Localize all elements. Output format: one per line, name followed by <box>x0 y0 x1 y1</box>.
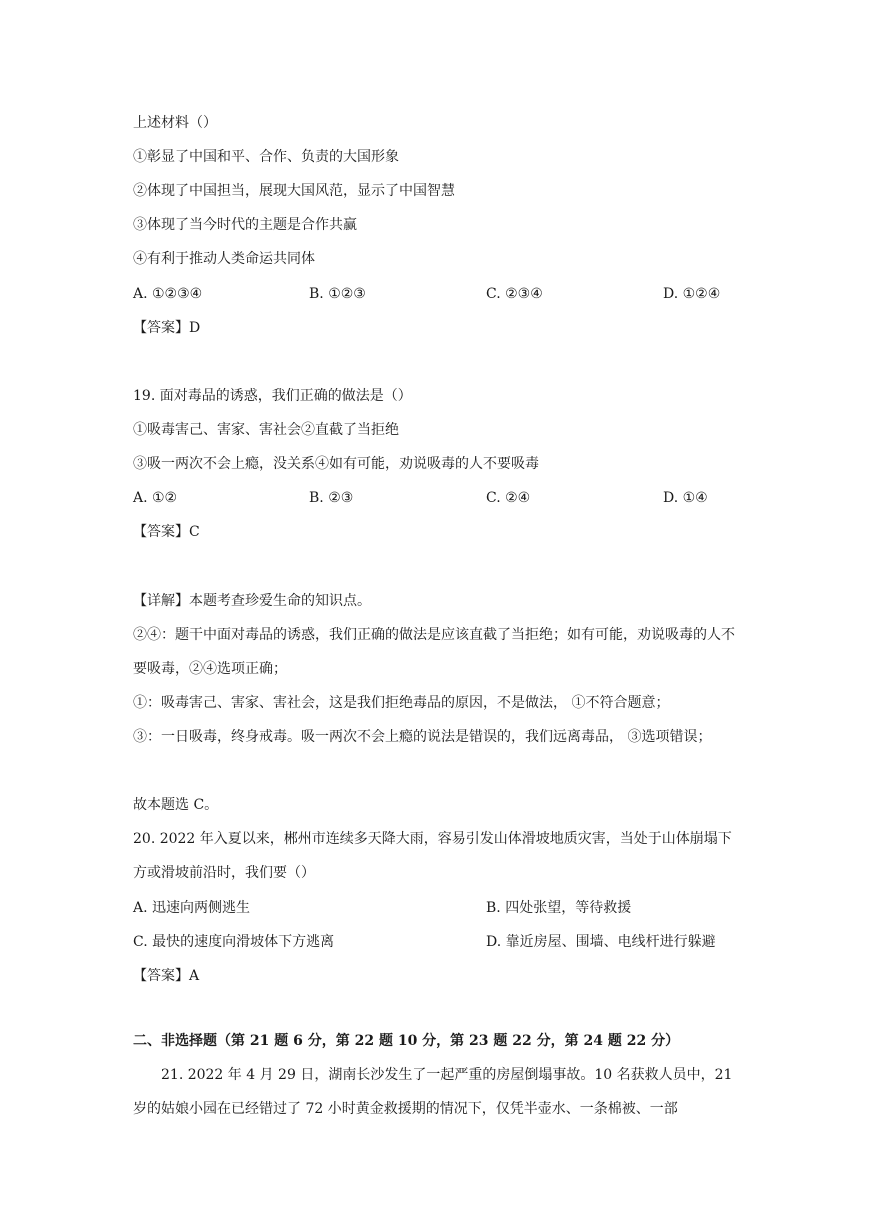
q19-item-2: ③吸一两次不会上瘾，没关系④如有可能，劝说吸毒的人不要吸毒 <box>133 456 539 472</box>
q18-answer: 【答案】D <box>133 320 201 336</box>
q19-explanation-para-2: ①：吸毒害己、害家、害社会，这是我们拒绝毒品的原因，不是做法， ①不符合题意； <box>133 695 670 711</box>
q20-option-d: D. 靠近房屋、围墙、电线杆进行躲避 <box>486 934 716 950</box>
q18-option-d: D. ①②④ <box>663 286 721 302</box>
q19-option-a: A. ①② <box>133 490 178 506</box>
q20-option-a: A. 迅速向两侧逃生 <box>133 900 251 916</box>
q19-explanation-intro: 【详解】本题考查珍爱生命的知识点。 <box>133 593 371 609</box>
q18-options <box>133 284 737 304</box>
q19-explanation-conclusion: 故本题选 C。 <box>133 797 219 813</box>
q18-option-c: C. ②③④ <box>486 286 543 302</box>
q19-explanation-para-1: ②④：题干中面对毒品的诱惑，我们正确的做法是应该直截了当拒绝；如有可能，劝说吸毒的人不要吸毒，②④选项正确； <box>133 627 735 677</box>
q19-item-1: ①吸毒害己、害家、害社会②直截了当拒绝 <box>133 422 399 438</box>
q19-explanation-para-3: ③：一日吸毒，终身戒毒。吸一两次不会上瘾的说法是错误的，我们远离毒品， ③选项错误； <box>133 729 712 745</box>
q18-item-1: ①彰显了中国和平、合作、负责的大国形象 <box>133 149 399 165</box>
q19-option-c: C. ②④ <box>486 490 531 506</box>
q20-answer: 【答案】A <box>133 968 200 984</box>
q18-option-a: A. ①②③④ <box>133 286 203 302</box>
q18-item-3: ③体现了当今时代的主题是合作共赢 <box>133 217 357 233</box>
q20-option-b: B. 四处张望，等待救援 <box>486 900 632 916</box>
q18-stem: 上述材料（） <box>133 115 217 131</box>
q20-options-row-2 <box>133 932 737 952</box>
q21-text: 21. 2022 年 4 月 29 日，湖南长沙发生了一起严重的房屋倒塌事故。10 名获救人员中，21 岁的姑娘小园在已经错过了 72 小时黄金救援期的情况下，仅凭半壶水、一条棉被、一部 <box>133 1067 733 1117</box>
q19-option-d: D. ①④ <box>663 490 708 506</box>
q20-option-c: C. 最快的速度向滑坡体下方逃离 <box>133 934 335 950</box>
q19-options <box>133 488 737 508</box>
q20-stem: 20. 2022 年入夏以来，郴州市连续多天降大雨，容易引发山体滑坡地质灾害，当处于山体崩塌下方或滑坡前沿时，我们要（） <box>133 831 732 881</box>
q19-answer: 【答案】C <box>133 524 200 540</box>
q19-option-b: B. ②③ <box>309 490 354 506</box>
q18-item-4: ④有利于推动人类命运共同体 <box>133 251 315 267</box>
q18-option-b: B. ①②③ <box>309 286 366 302</box>
q19-stem: 19. 面对毒品的诱惑，我们正确的做法是（） <box>133 388 412 404</box>
q20-options-row-1 <box>133 898 737 918</box>
section-2-heading: 二、非选择题（第 21 题 6 分，第 22 题 10 分，第 23 题 22 分，第 24 题 22 分） <box>133 1033 680 1049</box>
q18-item-2: ②体现了中国担当，展现大国风范，显示了中国智慧 <box>133 183 455 199</box>
